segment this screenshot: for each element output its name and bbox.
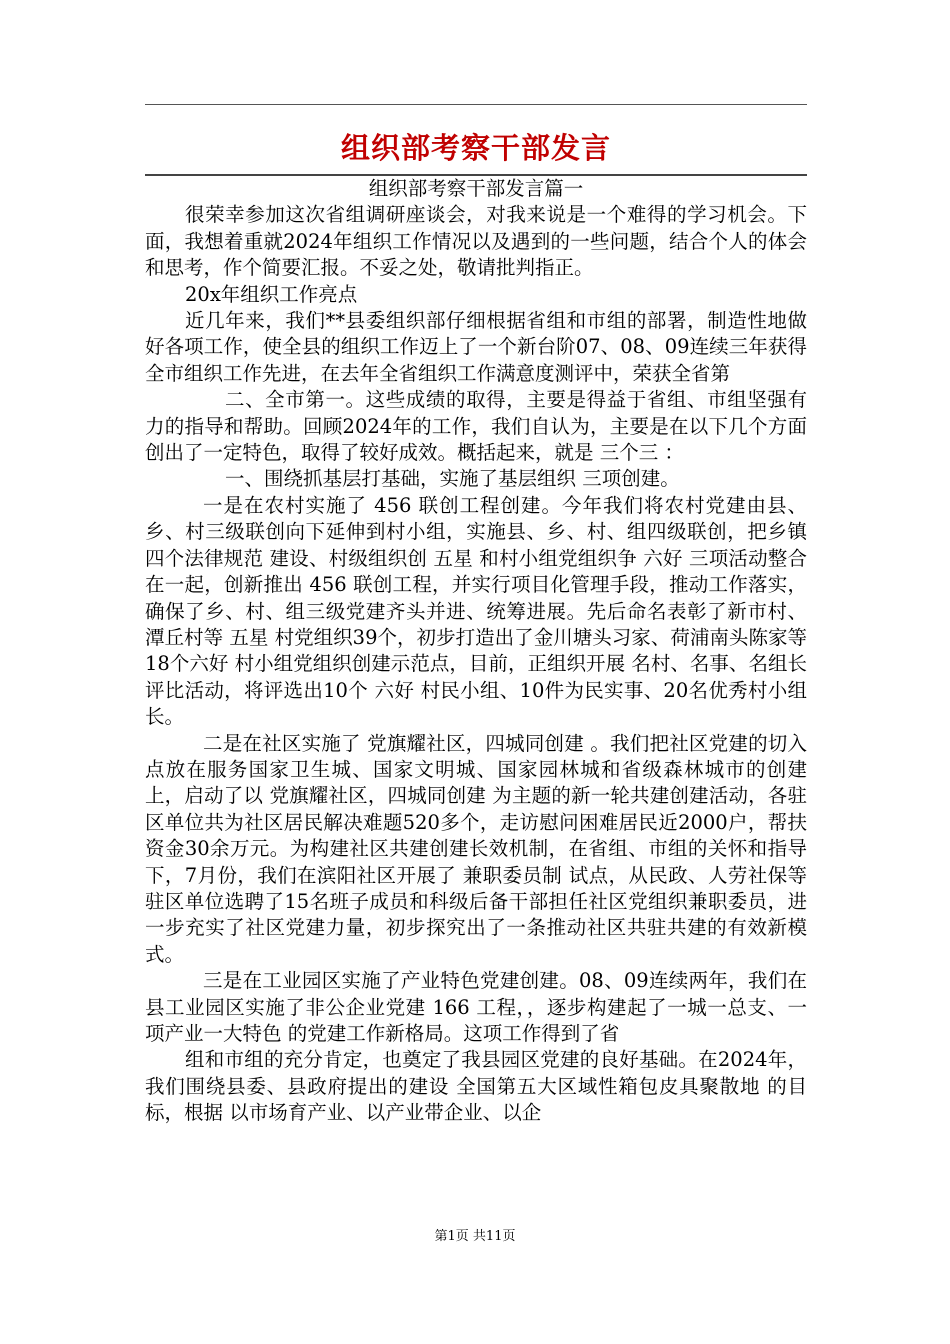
document-title: 组织部考察干部发言: [340, 131, 611, 165]
header-rule: [145, 104, 807, 105]
body-paragraph: 20x年组织工作亮点: [185, 282, 358, 306]
body-paragraph: 一、围绕抓基层打基础，实施了基层组织 三项创建。: [225, 467, 680, 491]
body-paragraph: 一是在农村实施了 456 联创工程创建。今年我们将农村党建由县、乡、村三级联创向下延伸到村小组，实施县、乡、村、组四级联创，把乡镇 四个法律规范 建设、村级组织创 五星 和村小组党组织争 六好 三项活动整合在一起，创新推出 456 联创工程，并实行项目化管理手段，推动工作落实，确保了乡、村、组三级党建齐头并进、统筹进展。先后命名表彰了新市村、潭丘村等 五星 村党组织39个，初步打造出了金川塘头习家、荷浦南头陈家等18个六好 村小组党组织创建示范点，目前，正组织开展 名村、名事、名组长 评比活动，将评选出10个 六好 村民小组、10件为民实事、20名优秀村小组长。: [145, 493, 807, 729]
body-paragraph: 近几年来，我们**县委组织部仔细根据省组和市组的部署，制造性地做好各项工作，使全县的组织工作迈上了一个新台阶07、08、09连续三年获得全市组织工作先进，在去年全省组织工作满意度测评中，荣获全省第: [145, 309, 807, 385]
body-paragraph: 三是在工业园区实施了产业特色党建创建。08、09连续两年，我们在县工业园区实施了非公企业党建 166 工程，，逐步构建起了一城一总支、一项产业一大特色 的党建工作新格局。这项工作得到了省: [145, 969, 807, 1045]
paragraph-list: [145, 202, 807, 1126]
body-paragraph: 组和市组的充分肯定，也奠定了我县园区党建的良好基础。在2024年，我们围绕县委、县政府提出的建设 全国第五大区域性箱包皮具聚散地 的目标，根据 以市场育产业、以产业带企业、以企: [145, 1048, 807, 1125]
body-paragraph: 很荣幸参加这次省组调研座谈会，对我来说是一个难得的学习机会。下面，我想着重就2024年组织工作情况以及遇到的一些问题，结合个人的体会和思考，作个简要汇报。不妥之处，敬请批判指正。: [145, 203, 807, 280]
section-subtitle: 组织部考察干部发言篇一: [368, 177, 584, 200]
body-paragraph: 二、全市第一。这些成绩的取得，主要是得益于省组、市组坚强有力的指导和帮助。回顾2024年的工作，我们自认为，主要是在以下几个方面创出了一定特色，取得了较好成效。概括起来，就是 三个三 ：: [145, 388, 807, 465]
page-footer: 第1页 共11页: [434, 1229, 516, 1244]
body-paragraph: 二是在社区实施了 党旗耀社区，四城同创建 。我们把社区党建的切入点放在服务国家卫生城、国家文明城、国家园林城和省级森林城市的创建上，启动了以 党旗耀社区，四城同创建 为主题的新一轮共建创建活动，各驻区单位共为社区居民解决难题520多个，走访慰问困难居民近2000户，帮扶资金30余万元。为构建社区共建创建长效机制，在省组、市组的关怀和指导下，7月份，我们在滨阳社区开展了 兼职委员制 试点，从民政、人劳社保等驻区单位选聘了15名班子成员和科级后备干部担任社区党组织兼职委员，进一步充实了社区党建力量，初步探究出了一条推动社区共驻共建的有效新模式。: [145, 731, 807, 966]
document-body: [145, 176, 807, 1127]
